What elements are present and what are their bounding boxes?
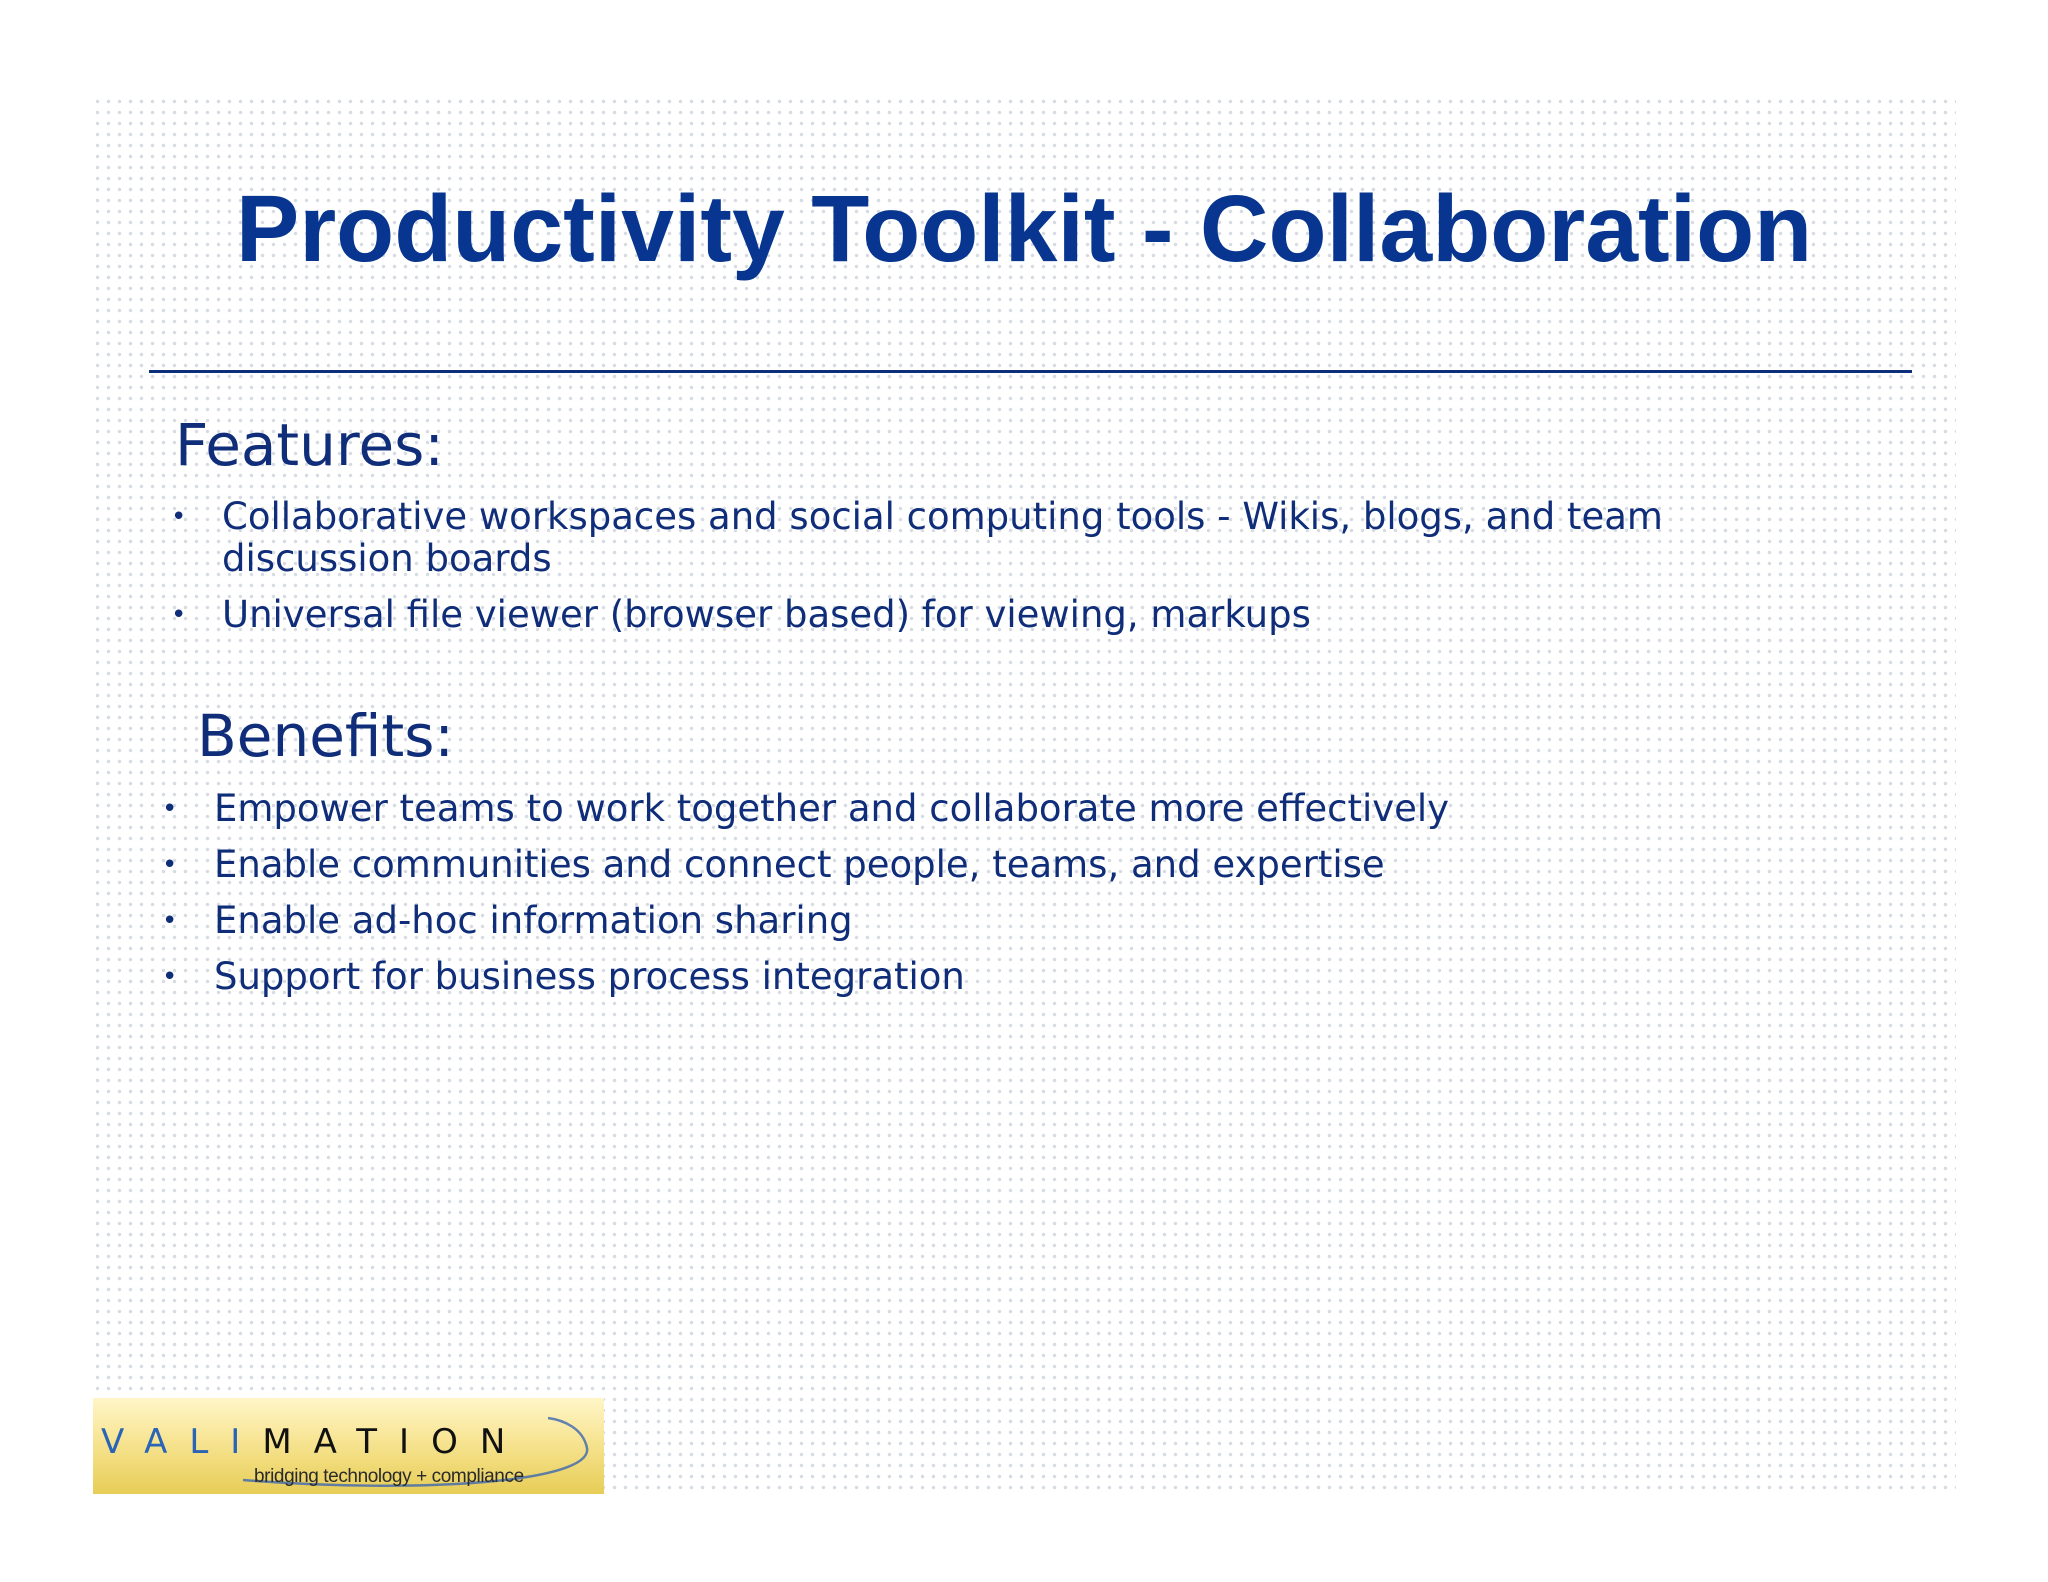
logo-name-dark: MATION [262,1422,528,1462]
list-item [171,495,1762,580]
company-logo [93,1398,604,1494]
slide-title: Productivity Toolkit - Collaboration [235,176,1813,282]
list-item [162,955,1754,998]
bullet-icon: • [162,850,178,880]
list-item [162,787,1754,830]
features-list [171,495,1762,650]
benefits-heading: Benefits: [197,702,454,770]
bullet-icon: • [162,906,178,936]
benefits-list [162,787,1754,1012]
list-item [162,843,1754,886]
bullet-icon: • [171,502,187,532]
features-heading: Features: [175,411,444,479]
logo-name-light: VALI [101,1422,263,1462]
benefit-item-text: Enable communities and connect people, teams, and expertise [214,843,1385,886]
logo-wordmark [101,1422,527,1462]
benefit-item-text: Support for business process integration [214,955,965,998]
bullet-icon: • [162,962,178,992]
list-item [162,899,1754,942]
benefit-item-text: Enable ad-hoc information sharing [214,899,853,942]
list-item [171,593,1762,636]
feature-item-text: Collaborative workspaces and social computing tools - Wikis, blogs, and team discussion boards [222,495,1663,580]
title-divider [149,370,1912,373]
benefit-item-text: Empower teams to work together and collaborate more effectively [214,787,1450,830]
bullet-icon: • [162,794,178,824]
logo-tagline: bridging technology + compliance [254,1466,524,1487]
bullet-icon: • [171,600,187,630]
feature-item-text: Universal file viewer (browser based) for viewing, markups [222,593,1311,636]
